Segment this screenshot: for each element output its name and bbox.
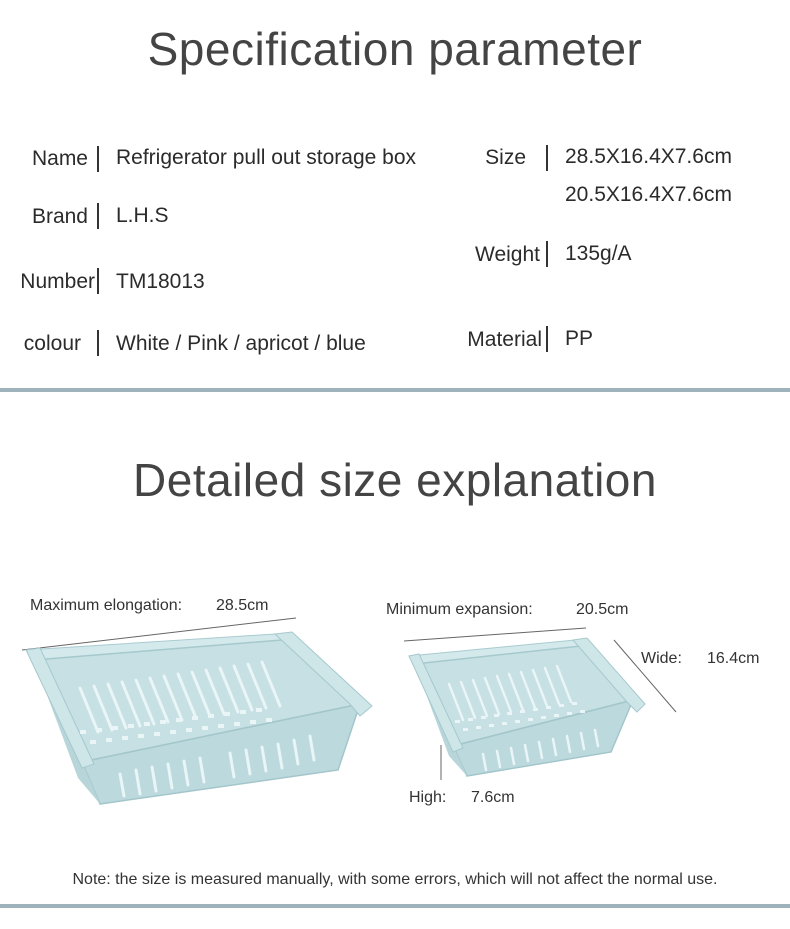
weight-label: Weight	[475, 243, 540, 266]
brand-value: L.H.S	[116, 204, 169, 227]
max-elongation-label: Maximum elongation:	[30, 597, 183, 614]
material-value: PP	[565, 327, 594, 350]
large-basket-image	[20, 628, 375, 813]
name-value: Refrigerator pull out storage box	[116, 146, 416, 169]
min-expansion-label: Minimum expansion:	[386, 601, 533, 618]
max-elongation-value: 28.5cm	[216, 597, 269, 614]
brand-label: Brand	[31, 205, 88, 228]
weight-value: 135g/A	[565, 242, 632, 265]
size-label: Size	[485, 146, 526, 169]
min-expansion-value: 20.5cm	[576, 601, 629, 618]
spec-title: Specification parameter	[147, 23, 643, 75]
high-value: 7.6cm	[471, 789, 515, 806]
bottom-divider	[0, 904, 790, 908]
colour-label: colour	[23, 332, 81, 355]
number-value: TM18013	[116, 270, 205, 293]
colour-value: White / Pink / apricot / blue	[116, 332, 366, 355]
material-label: Material	[467, 328, 542, 351]
measurement-note: Note: the size is measured manually, with some errors, which will not affect the normal use.	[72, 871, 718, 888]
size-value-2: 20.5X16.4X7.6cm	[565, 183, 732, 206]
small-basket-image	[405, 634, 650, 784]
size-explanation-title: Detailed size explanation	[133, 454, 657, 506]
size-value-1: 28.5X16.4X7.6cm	[565, 145, 732, 168]
wide-label: Wide:	[641, 650, 682, 667]
high-label: High:	[409, 789, 447, 806]
number-label: Number	[20, 270, 95, 293]
wide-value: 16.4cm	[707, 650, 760, 667]
name-label: Name	[31, 147, 88, 170]
